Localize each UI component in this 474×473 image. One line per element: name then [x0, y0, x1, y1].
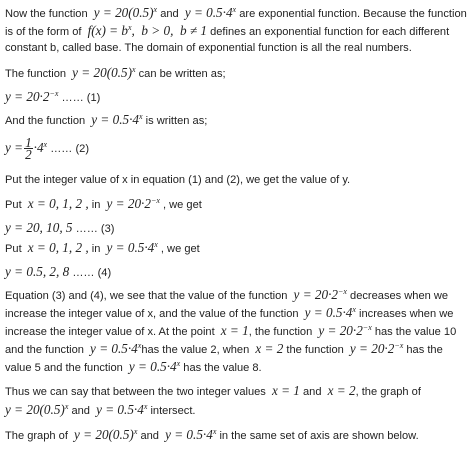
math-expression: x = 1	[271, 383, 300, 398]
math-expression: x = 0, 1, 2 ,	[27, 240, 89, 255]
paragraph-line: Put the integer value of x in equation (1) and (2), we get the value of y.	[5, 174, 351, 186]
math-expression: $y = 20(0.5)^x$	[74, 427, 138, 442]
math-expression: x = 2	[255, 341, 284, 356]
paragraph-line: The function $y = 20(0.5)^x$ can be written as;	[5, 65, 226, 80]
math-expression: x = 1	[220, 323, 249, 338]
equation-line: y = 0.5, 2, 8 …… (4)	[5, 264, 112, 279]
math-expression: $y = 20(0.5)^x$	[93, 5, 158, 20]
paragraph-line: increase the integer value of x, and the value of the function $y = 0.5\cdot 4^x$ increases when we	[5, 305, 454, 320]
math-expression: $y = 0.5\cdot 4^x$	[128, 359, 181, 374]
equation-line: y = $\frac{1}{2}$ $\cdot 4^x$ …… (2)	[5, 135, 90, 163]
equation-line: y = 20, 10, 5 …… (3)	[5, 220, 115, 235]
paragraph-line: The graph of $y = 20(0.5)^x$ and $y = 0.5\cdot 4^x$ in the same set of axis are shown below.	[5, 427, 419, 442]
math-expression: $y = 20\cdot 2^{-x}$	[349, 341, 404, 356]
paragraph-line: increase the integer value of x. At the point x = 1, the function $y = 20\cdot 2^{-x}$ has the value 10	[5, 323, 457, 338]
paragraph-line: Thus we can say that between the two integer values x = 1 and x = 2, the graph of	[5, 383, 421, 398]
math-expression: $y = 0.5\cdot 4^x$	[91, 112, 143, 127]
math-expression: $y = 20(0.5)^x$	[72, 65, 136, 80]
math-expression: $y = 0.5\cdot 4^x$	[106, 240, 158, 255]
math-expression: $y = 20\cdot 2^{-x}$	[106, 196, 160, 211]
math-expression: $y = 0.5\cdot 4^x$	[165, 427, 217, 442]
math-expression: $y = 20(0.5)^x$	[5, 402, 69, 417]
math-expression: $y = 0.5\cdot 4^x$	[96, 402, 148, 417]
math-expression: $y = 0.5\cdot 4^x$	[304, 305, 356, 320]
math-expression: y = 0.5, 2, 8	[5, 264, 70, 279]
paragraph-line: And the function $y = 0.5\cdot 4^x$ is written as;	[5, 112, 208, 127]
paragraph-line: constant b, called base. The domain of exponential function is all the real numbers.	[5, 42, 412, 54]
math-expression: $y = 20\cdot 2^{-x}$	[318, 323, 372, 338]
math-expression: y = 20, 10, 5	[5, 220, 73, 235]
paragraph-line: and the function $y = 0.5\cdot 4^xhas$ the value 2, when x = 2 the function $y = 20\cdot 2^{-x}$ has the	[5, 341, 443, 356]
paragraph-line: is of the form of $f(x) = b^x$, b > 0, b ≠ 1 defines an exponential function for each different	[5, 23, 450, 38]
math-expression: x = 0, 1, 2 ,	[27, 196, 89, 211]
math-expression: $f(x) = b^x$, b > 0, b ≠ 1	[87, 23, 207, 38]
math-expression: $y = 20\cdot 2^{-x}$	[293, 287, 347, 302]
math-expression: $y = 0.5\cdot 4^x$	[90, 341, 142, 356]
paragraph-line: $y = 20(0.5)^x$ and $y = 0.5\cdot 4^x$ intersect.	[5, 402, 196, 417]
paragraph-line: Equation (3) and (4), we see that the value of the function $y = 20\cdot 2^{-x}$ decreases when we	[5, 287, 449, 302]
paragraph-line: Put x = 0, 1, 2 , in $y = 20\cdot 2^{-x}$ , we get	[5, 196, 202, 211]
solution-text	[5, 4, 469, 442]
math-expression: $y = 0.5\cdot 4^x$	[184, 5, 237, 20]
math-expression: y = $\frac{1}{2}$ $\cdot 4^x$	[5, 135, 48, 163]
equation-line: $y = 20\cdot 2^{-x}$ …… (1)	[5, 89, 101, 104]
paragraph-line: Now the function $y = 20(0.5)^x$ and $y = 0.5\cdot 4^x$ are exponential function. Because the function	[5, 5, 467, 20]
math-expression: x = 2	[327, 383, 356, 398]
paragraph-line: value 5 and the function $y = 0.5\cdot 4^x$ has the value 8.	[5, 359, 262, 374]
math-expression: $y = 20\cdot 2^{-x}$	[5, 89, 59, 104]
paragraph-line: Put x = 0, 1, 2 , in $y = 0.5\cdot 4^x$ , we get	[5, 240, 200, 255]
